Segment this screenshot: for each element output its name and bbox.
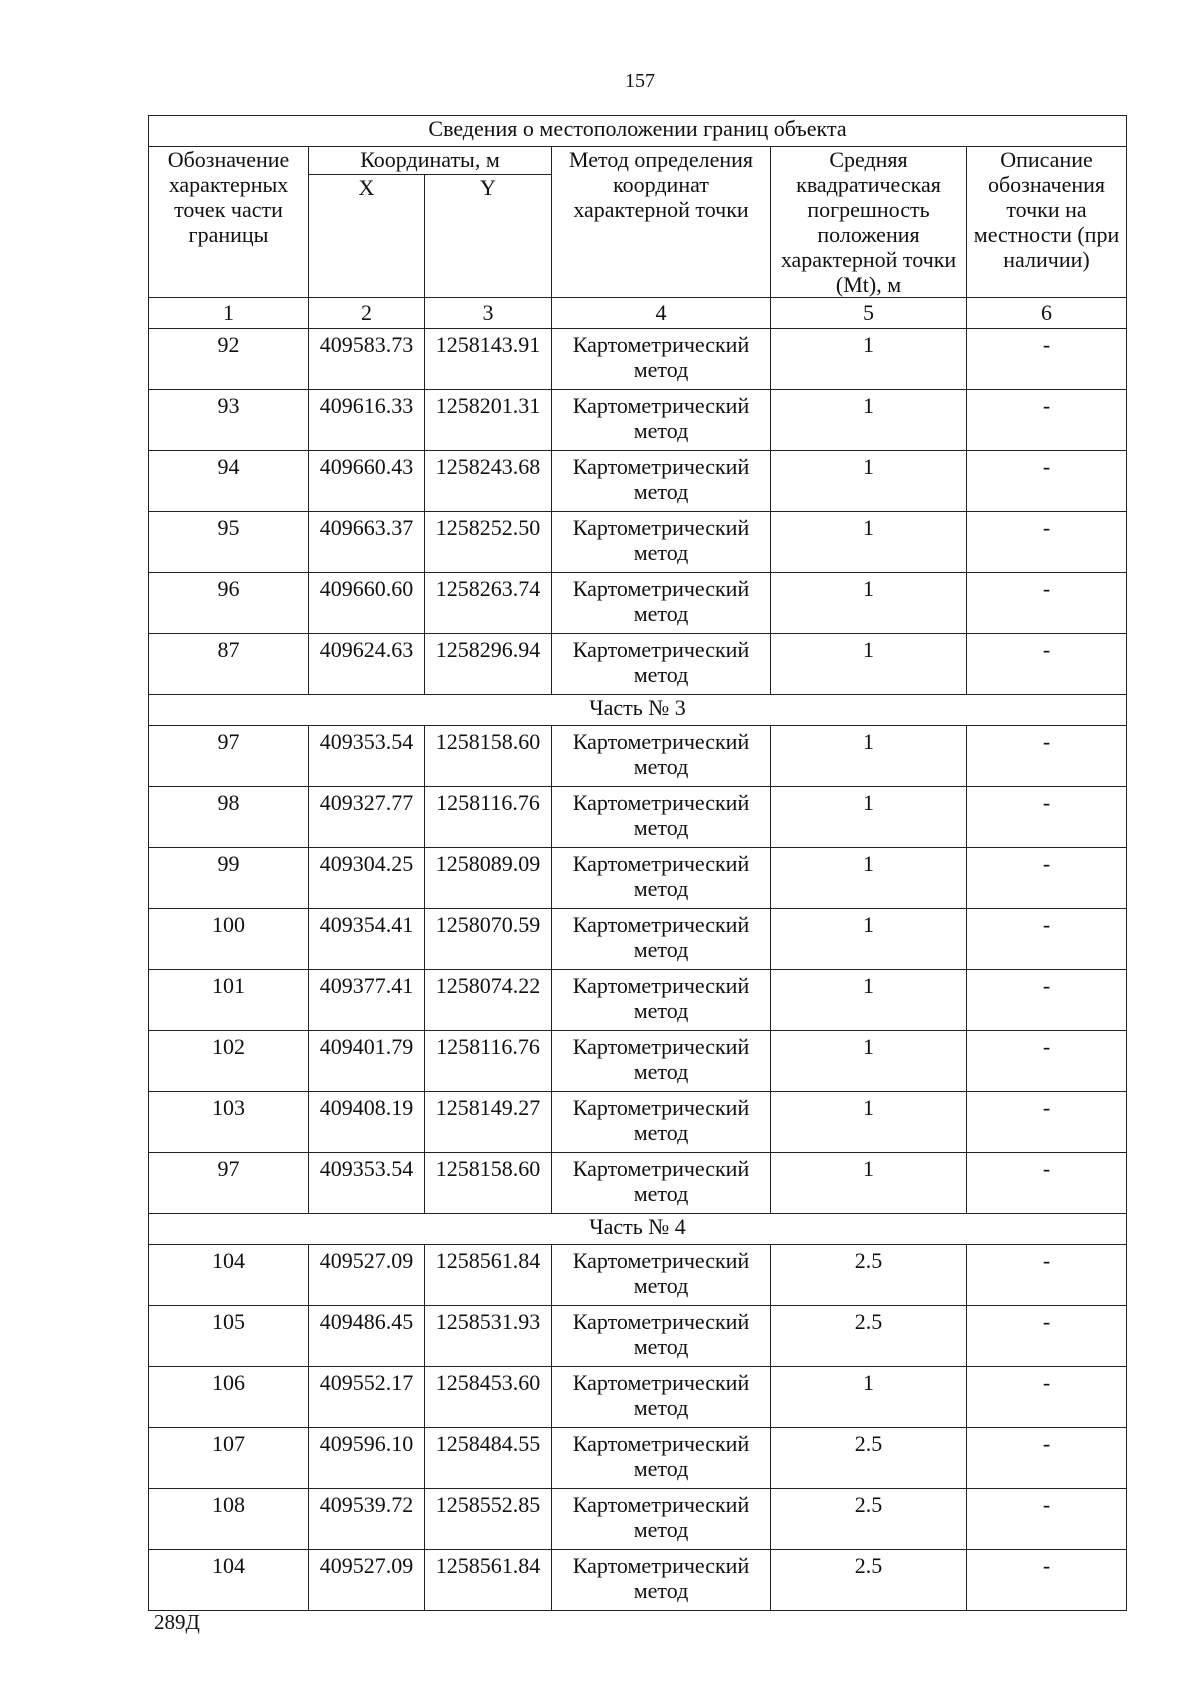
method-cell: Картометрический метод [552,1092,771,1153]
header-coordinates: Координаты, м [309,147,552,175]
method-cell: Картометрический метод [552,1489,771,1550]
x-cell: 409354.41 [309,909,425,970]
method-cell: Картометрический метод [552,1367,771,1428]
table-row [149,1489,1127,1550]
mt-cell: 2.5 [771,1428,967,1489]
point-cell: 105 [149,1306,309,1367]
method-cell: Картометрический метод [552,970,771,1031]
table-row [149,970,1127,1031]
x-cell: 409624.63 [309,634,425,695]
y-cell: 1258201.31 [425,390,552,451]
description-cell: - [967,390,1127,451]
y-cell: 1258296.94 [425,634,552,695]
point-cell: 100 [149,909,309,970]
description-cell: - [967,634,1127,695]
table-row [149,1092,1127,1153]
x-cell: 409660.43 [309,451,425,512]
header-description: Описание обозначения точки на местности (при наличии) [967,147,1127,298]
y-cell: 1258158.60 [425,1153,552,1214]
y-cell: 1258561.84 [425,1245,552,1306]
point-cell: 104 [149,1550,309,1611]
y-cell: 1258143.91 [425,329,552,390]
table-row [149,573,1127,634]
part-label: Часть № 4 [149,1214,1127,1245]
y-cell: 1258484.55 [425,1428,552,1489]
header-y: Y [425,175,552,298]
table-row [149,1245,1127,1306]
point-cell: 93 [149,390,309,451]
point-cell: 99 [149,848,309,909]
description-cell: - [967,726,1127,787]
table-row [149,787,1127,848]
x-cell: 409377.41 [309,970,425,1031]
column-number: 3 [425,298,552,329]
description-cell: - [967,1031,1127,1092]
method-cell: Картометрический метод [552,1428,771,1489]
method-cell: Картометрический метод [552,634,771,695]
method-cell: Картометрический метод [552,909,771,970]
header-point-designation: Обозначение характерных точек части границы [149,147,309,298]
table-title: Сведения о местоположении границ объекта [149,116,1127,147]
description-cell: - [967,970,1127,1031]
mt-cell: 1 [771,1031,967,1092]
column-number: 4 [552,298,771,329]
x-cell: 409663.37 [309,512,425,573]
mt-cell: 2.5 [771,1245,967,1306]
mt-cell: 1 [771,787,967,848]
description-cell: - [967,1153,1127,1214]
point-cell: 97 [149,726,309,787]
x-cell: 409527.09 [309,1245,425,1306]
column-number: 1 [149,298,309,329]
x-cell: 409408.19 [309,1092,425,1153]
x-cell: 409552.17 [309,1367,425,1428]
method-cell: Картометрический метод [552,390,771,451]
description-cell: - [967,1306,1127,1367]
y-cell: 1258552.85 [425,1489,552,1550]
description-cell: - [967,573,1127,634]
column-numbers-row [149,298,1127,329]
header-mean-error: Средняя квадратическая погрешность положения характерной точки (Mt), м [771,147,967,298]
mt-cell: 2.5 [771,1550,967,1611]
mt-cell: 1 [771,1092,967,1153]
mt-cell: 1 [771,1153,967,1214]
method-cell: Картометрический метод [552,1550,771,1611]
mt-cell: 1 [771,970,967,1031]
x-cell: 409596.10 [309,1428,425,1489]
point-cell: 107 [149,1428,309,1489]
description-cell: - [967,512,1127,573]
point-cell: 97 [149,1153,309,1214]
method-cell: Картометрический метод [552,1031,771,1092]
method-cell: Картометрический метод [552,848,771,909]
part-header-row [149,695,1127,726]
table-row [149,634,1127,695]
x-cell: 409539.72 [309,1489,425,1550]
column-number: 2 [309,298,425,329]
description-cell: - [967,451,1127,512]
mt-cell: 1 [771,909,967,970]
description-cell: - [967,787,1127,848]
point-cell: 103 [149,1092,309,1153]
x-cell: 409353.54 [309,726,425,787]
x-cell: 409304.25 [309,848,425,909]
page-number: 157 [625,70,655,92]
table-body [149,329,1127,1611]
x-cell: 409353.54 [309,1153,425,1214]
y-cell: 1258252.50 [425,512,552,573]
boundary-table [148,115,1127,1611]
table-row [149,848,1127,909]
x-cell: 409486.45 [309,1306,425,1367]
method-cell: Картометрический метод [552,329,771,390]
method-cell: Картометрический метод [552,573,771,634]
mt-cell: 1 [771,512,967,573]
x-cell: 409401.79 [309,1031,425,1092]
mt-cell: 1 [771,329,967,390]
point-cell: 87 [149,634,309,695]
header-x: X [309,175,425,298]
table-row [149,451,1127,512]
table-row [149,390,1127,451]
header-method: Метод определения координат характерной точки [552,147,771,298]
mt-cell: 1 [771,451,967,512]
mt-cell: 1 [771,848,967,909]
point-cell: 94 [149,451,309,512]
y-cell: 1258531.93 [425,1306,552,1367]
y-cell: 1258089.09 [425,848,552,909]
description-cell: - [967,329,1127,390]
x-cell: 409616.33 [309,390,425,451]
y-cell: 1258149.27 [425,1092,552,1153]
point-cell: 92 [149,329,309,390]
method-cell: Картометрический метод [552,451,771,512]
table-row [149,1153,1127,1214]
y-cell: 1258116.76 [425,1031,552,1092]
method-cell: Картометрический метод [552,1153,771,1214]
point-cell: 102 [149,1031,309,1092]
y-cell: 1258158.60 [425,726,552,787]
table-row [149,1550,1127,1611]
x-cell: 409327.77 [309,787,425,848]
document-code: 289Д [154,1610,200,1634]
method-cell: Картометрический метод [552,726,771,787]
method-cell: Картометрический метод [552,512,771,573]
y-cell: 1258243.68 [425,451,552,512]
description-cell: - [967,909,1127,970]
table-row [149,1306,1127,1367]
table-row [149,909,1127,970]
mt-cell: 2.5 [771,1306,967,1367]
mt-cell: 1 [771,573,967,634]
column-number: 5 [771,298,967,329]
table-row [149,726,1127,787]
description-cell: - [967,1489,1127,1550]
description-cell: - [967,1245,1127,1306]
x-cell: 409527.09 [309,1550,425,1611]
column-number: 6 [967,298,1127,329]
y-cell: 1258070.59 [425,909,552,970]
point-cell: 95 [149,512,309,573]
point-cell: 104 [149,1245,309,1306]
x-cell: 409660.60 [309,573,425,634]
mt-cell: 1 [771,390,967,451]
y-cell: 1258561.84 [425,1550,552,1611]
table-row [149,512,1127,573]
description-cell: - [967,848,1127,909]
mt-cell: 2.5 [771,1489,967,1550]
table-row [149,1428,1127,1489]
part-label: Часть № 3 [149,695,1127,726]
description-cell: - [967,1367,1127,1428]
mt-cell: 1 [771,726,967,787]
table-row [149,1367,1127,1428]
y-cell: 1258453.60 [425,1367,552,1428]
description-cell: - [967,1550,1127,1611]
point-cell: 106 [149,1367,309,1428]
point-cell: 101 [149,970,309,1031]
table-row [149,329,1127,390]
part-header-row [149,1214,1127,1245]
x-cell: 409583.73 [309,329,425,390]
y-cell: 1258074.22 [425,970,552,1031]
method-cell: Картометрический метод [552,1245,771,1306]
y-cell: 1258263.74 [425,573,552,634]
method-cell: Картометрический метод [552,787,771,848]
mt-cell: 1 [771,634,967,695]
table-row [149,1031,1127,1092]
description-cell: - [967,1428,1127,1489]
mt-cell: 1 [771,1367,967,1428]
point-cell: 98 [149,787,309,848]
point-cell: 108 [149,1489,309,1550]
point-cell: 96 [149,573,309,634]
method-cell: Картометрический метод [552,1306,771,1367]
description-cell: - [967,1092,1127,1153]
y-cell: 1258116.76 [425,787,552,848]
